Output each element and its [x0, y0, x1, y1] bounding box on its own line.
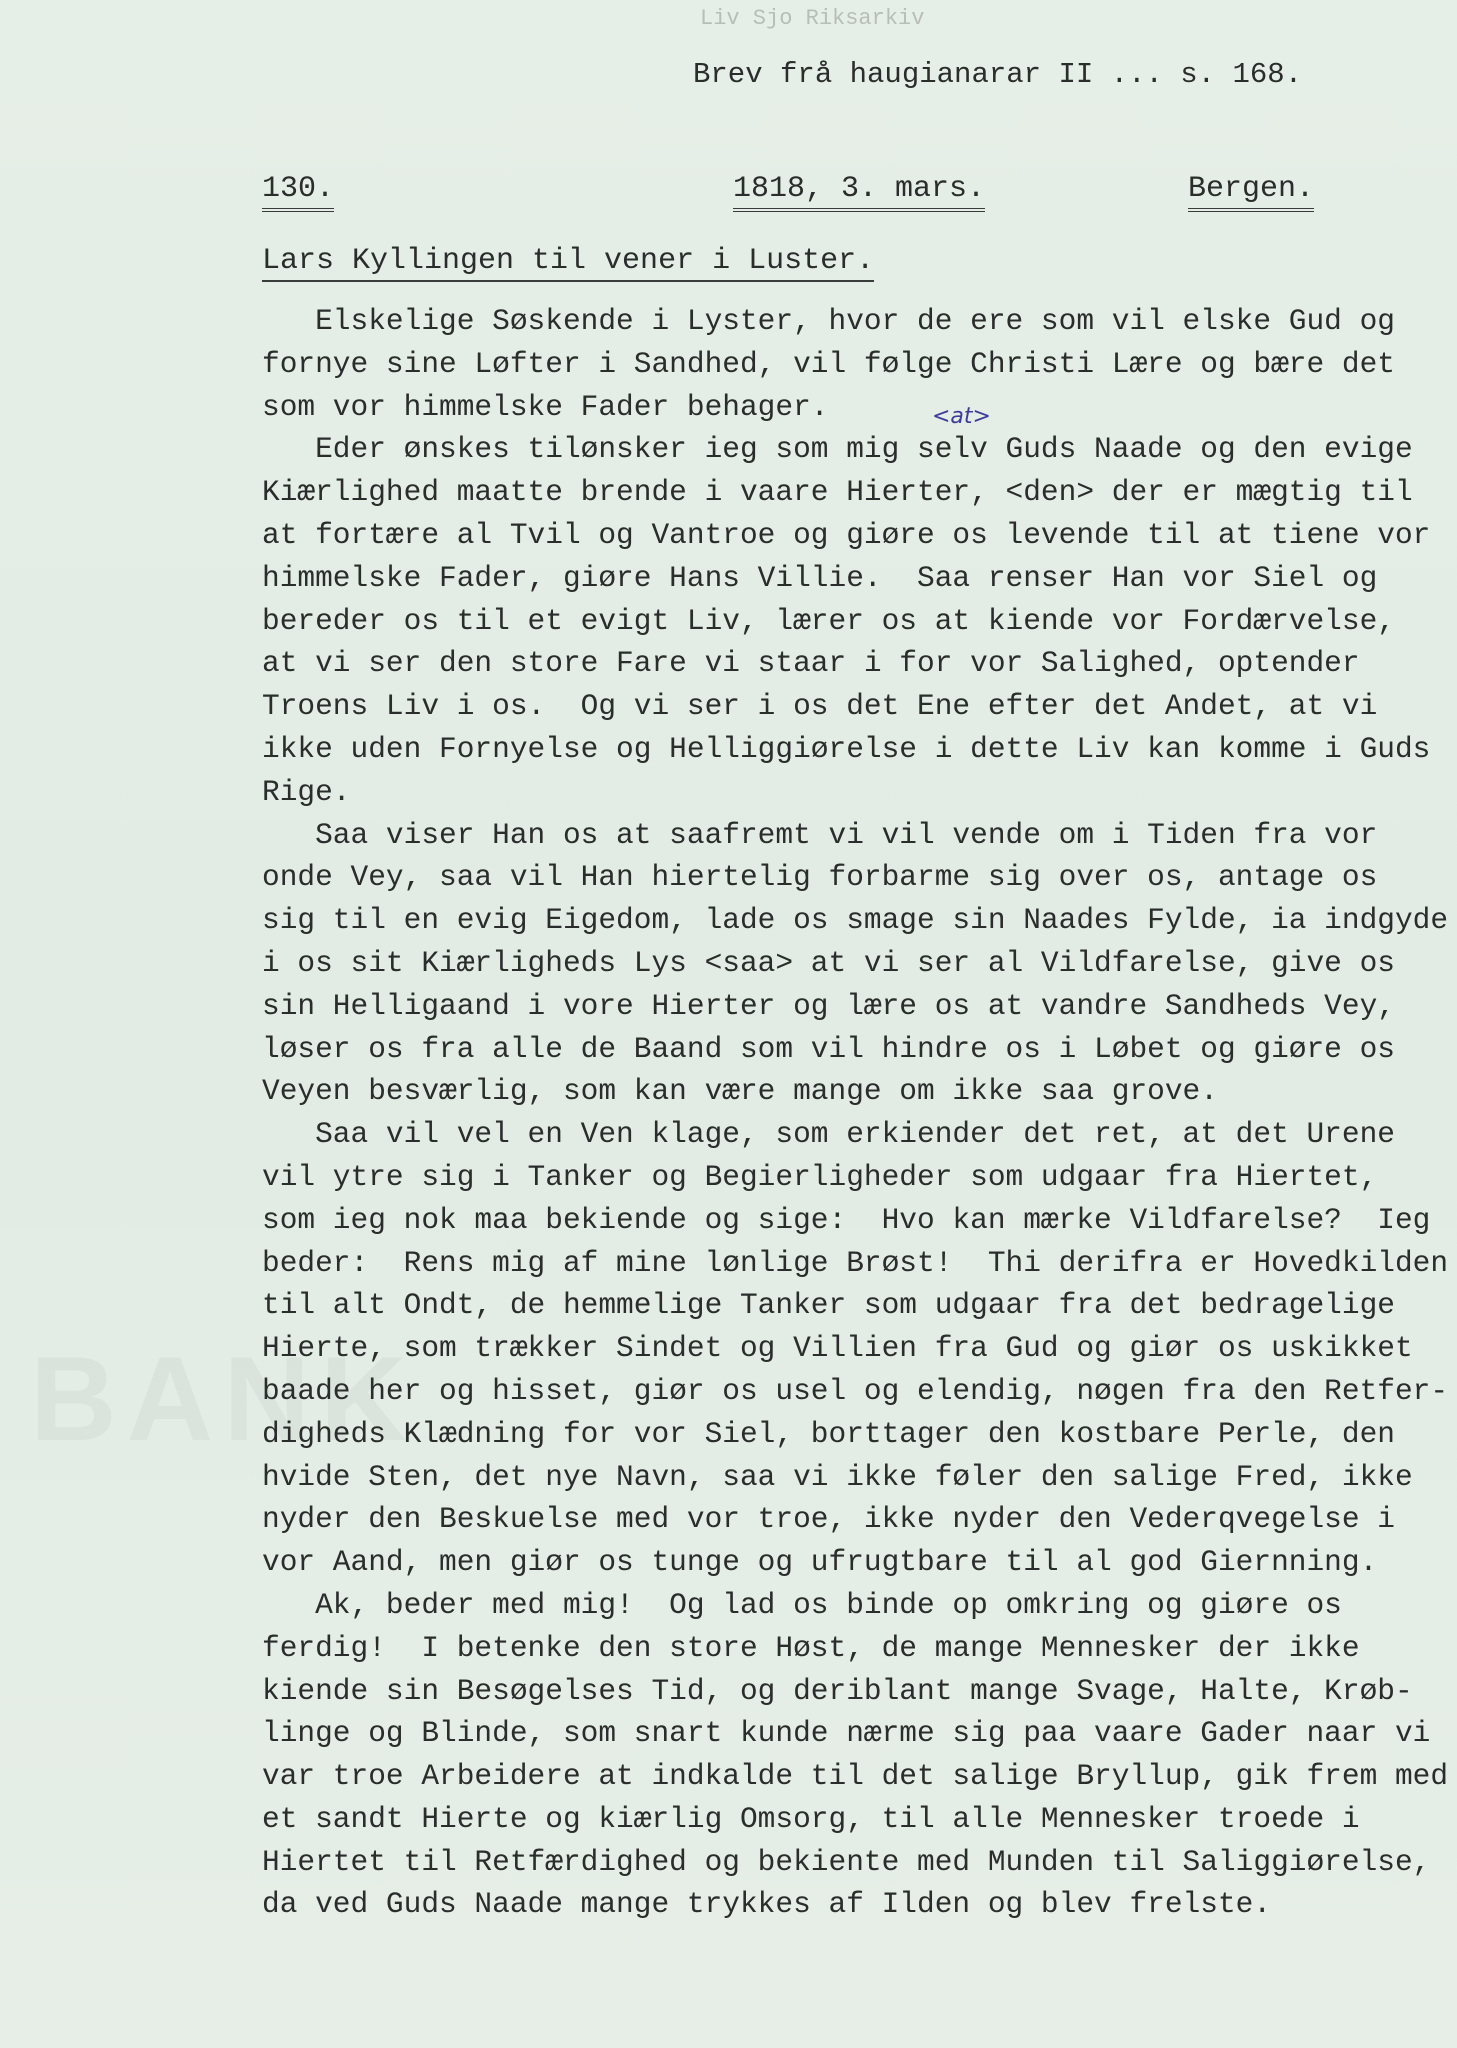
letter-body [262, 300, 1449, 1926]
letter-date: 1818, 3. mars. [733, 170, 985, 212]
body-line: linge og Blinde, som snart kunde nærme sig paa vaare Gader naar vi [262, 1716, 1431, 1751]
body-line: da ved Guds Naade mange trykkes af Ilden og blev frelste. [262, 1887, 1272, 1922]
body-line: til alt Ondt, de hemmelige Tanker som udgaar fra det bedragelige [262, 1288, 1395, 1323]
body-line: at fortære al Tvil og Vantroe og giøre os levende til at tiene vor [262, 517, 1431, 552]
body-line: fornye sine Løfter i Sandhed, vil følge Christi Lære og bære det [262, 346, 1395, 381]
body-line: hvide Sten, det nye Navn, saa vi ikke føler den salige Fred, ikke [262, 1459, 1413, 1494]
body-line: Eder ønskes tilønsker ieg som mig selv Guds Naade og den evige [262, 432, 1413, 467]
body-line: at vi ser den store Fare vi staar i for vor Salighed, optender [262, 646, 1360, 681]
body-line: løser os fra alle de Baand som vil hindre os i Løbet og giøre os [262, 1031, 1395, 1066]
body-line: ferdig! I betenke den store Høst, de mange Mennesker der ikke [262, 1630, 1360, 1665]
body-line: kiende sin Besøgelses Tid, og deriblant mange Svage, Halte, Krøb- [262, 1673, 1413, 1708]
body-line: beder: Rens mig af mine lønlige Brøst! Thi derifra er Hovedkilden [262, 1245, 1449, 1280]
letter-number: 130. [262, 170, 334, 212]
body-line: Veyen besværlig, som kan være mange om ikke saa grove. [262, 1074, 1218, 1109]
body-line: Ak, beder med mig! Og lad os binde op omkring og giøre os [262, 1587, 1342, 1622]
body-line: baade her og hisset, giør os usel og elendig, nøgen fra den Retfer- [262, 1373, 1449, 1408]
body-line: i os sit Kiærligheds Lys <saa> at vi ser al Vildfarelse, give os [262, 945, 1395, 980]
body-line: som vor himmelske Fader behager. [262, 389, 829, 424]
body-line: vor Aand, men giør os tunge og ufrugtbare til al god Giernning. [262, 1545, 1378, 1580]
body-line: et sandt Hierte og kiærlig Omsorg, til alle Mennesker troede i [262, 1801, 1360, 1836]
body-line: himmelske Fader, giøre Hans Villie. Saa renser Han vor Siel og [262, 560, 1378, 595]
body-line: Saa viser Han os at saafremt vi vil vende om i Tiden fra vor [262, 817, 1378, 852]
letter-title: Lars Kyllingen til vener i Luster. [262, 242, 874, 282]
faint-header-text: Liv Sjo Riksarkiv [700, 6, 925, 31]
body-line: Troens Liv i os. Og vi ser i os det Ene efter det Andet, at vi [262, 689, 1378, 724]
background-watermark: BANK [30, 1332, 417, 1466]
body-line: som ieg nok maa bekiende og sige: Hvo kan mærke Vildfarelse? Ieg [262, 1202, 1431, 1237]
body-line: Hiertet til Retfærdighed og bekiente med Munden til Saliggiørelse, [262, 1844, 1431, 1879]
body-line: sig til en evig Eigedom, lade os smage sin Naades Fylde, ia indgyde [262, 903, 1449, 938]
body-line: onde Vey, saa vil Han hiertelig forbarme sig over os, antage os [262, 860, 1378, 895]
body-line: sin Helligaand i vore Hierter og lære os at vandre Sandheds Vey, [262, 988, 1395, 1023]
body-line: Kiærlighed maatte brende i vaare Hierter, <den> der er mægtig til [262, 475, 1413, 510]
body-line: vil ytre sig i Tanker og Begierligheder som udgaar fra Hiertet, [262, 1159, 1378, 1194]
letter-place: Bergen. [1188, 170, 1314, 212]
handwritten-insertion: <at> [932, 404, 991, 429]
body-line: digheds Klædning for vor Siel, borttager den kostbare Perle, den [262, 1416, 1395, 1451]
body-line: ikke uden Fornyelse og Helliggiørelse i dette Liv kan komme i Guds [262, 731, 1431, 766]
body-line: bereder os til et evigt Liv, lærer os at kiende vor Fordærvelse, [262, 603, 1395, 638]
reference-line: Brev frå haugianarar II ... s. 168. [693, 58, 1303, 91]
body-line: Hierte, som trækker Sindet og Villien fra Gud og giør os uskikket [262, 1331, 1413, 1366]
body-line: var troe Arbeidere at indkalde til det salige Bryllup, gik frem med [262, 1759, 1449, 1794]
body-line: Saa vil vel en Ven klage, som erkiender det ret, at det Urene [262, 1117, 1395, 1152]
body-line: Rige. [262, 774, 351, 809]
body-line: nyder den Beskuelse med vor troe, ikke nyder den Vederqvegelse i [262, 1502, 1395, 1537]
body-line: Elskelige Søskende i Lyster, hvor de ere som vil elske Gud og [262, 304, 1395, 338]
